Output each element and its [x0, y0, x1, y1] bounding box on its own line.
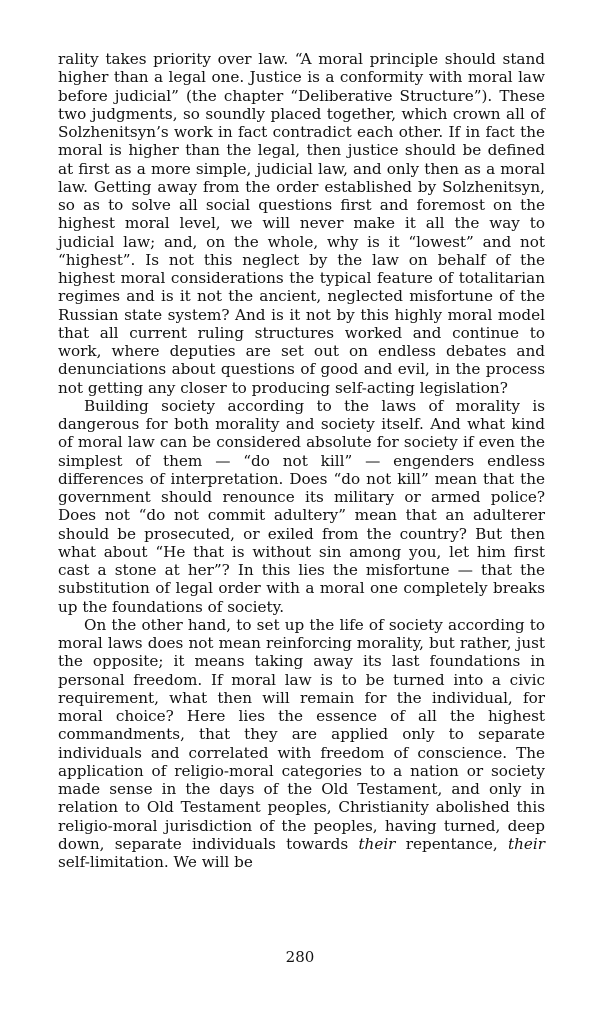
page-number: 280	[285, 948, 315, 966]
paragraph-2-text: Building society according to the laws of morality is dangerous for both morality and society itself. And what kind of moral law can be considered absolute for society if even the simplest of them — “do not kill” — engenders endless differences of interpretation. Does “do not kill” mean that the government should renounce its military or armed police? Does not “do not commit adultery” mean that an adulterer should be prosecuted, or exiled from the country? But then what about “He that is without sin among you, let him first cast a stone at her”? In this lies the misfortune — that the substitution of legal order with a moral one completely breaks up the foundations of society.	[58, 396, 545, 616]
paragraph-3-text-3: self-limitation. We will be	[58, 853, 253, 871]
paragraph-3-text: On the other hand, to set up the life of society according to moral laws does not mean reinforcing morality, but rather, just the opposite; it means taking away its last foundations in personal freedom. If moral law is to be turned into a civic requirement, what then will remain for the individual, for moral choice? Here lies the essence of all the highest commandments, that they are applied only to separate individuals and correlated with freedom of conscience. The application of religio-moral categories to a nation or society made sense in the days of the Old Testament, and only in relation to Old Testament peoples, Christianity abolished this religio-moral jurisdiction of the peoples, having turned, deep down, separate individuals towards	[58, 615, 545, 853]
paragraph-1	[58, 50, 545, 397]
page-text-block	[58, 50, 545, 871]
paragraph-3-text-2: repentance,	[395, 834, 508, 853]
paragraph-3-emphasis-their-2: their	[508, 834, 545, 853]
paragraph-3-emphasis-their-1: their	[358, 834, 396, 853]
paragraph-3	[58, 616, 545, 872]
paragraph-2	[58, 397, 545, 616]
paragraph-1-text: rality takes priority over law. “A moral principle should stand higher than a legal one. Justice is a conformity with moral law before judicial” (the chapter “Deliberative Structure”). These two judgments, so soundly placed together, which crown all of Solzhenitsyn’s work in fact contradict each other. If in fact the moral is higher than the legal, then justice should be defined at first as a more simple, judicial law, and only then as a moral law. Getting away from the order established by Solzhenitsyn, so as to solve all social questions first and foremost on the highest moral level, we will never make it all the way to judicial law; and, on the whole, why is it “lowest” and not “highest”. Is not this neglect by the law on behalf of the highest moral considerations the typical feature of totalitarian regimes and is it not the ancient, neglected misfortune of the Russian state system? And is it not by this highly moral model that all current ruling structures worked and continue to work, where deputies are set out on endless debates and denunciations about questions of good and evil, in the process not getting any closer to producing self-acting legislation?	[58, 50, 545, 397]
